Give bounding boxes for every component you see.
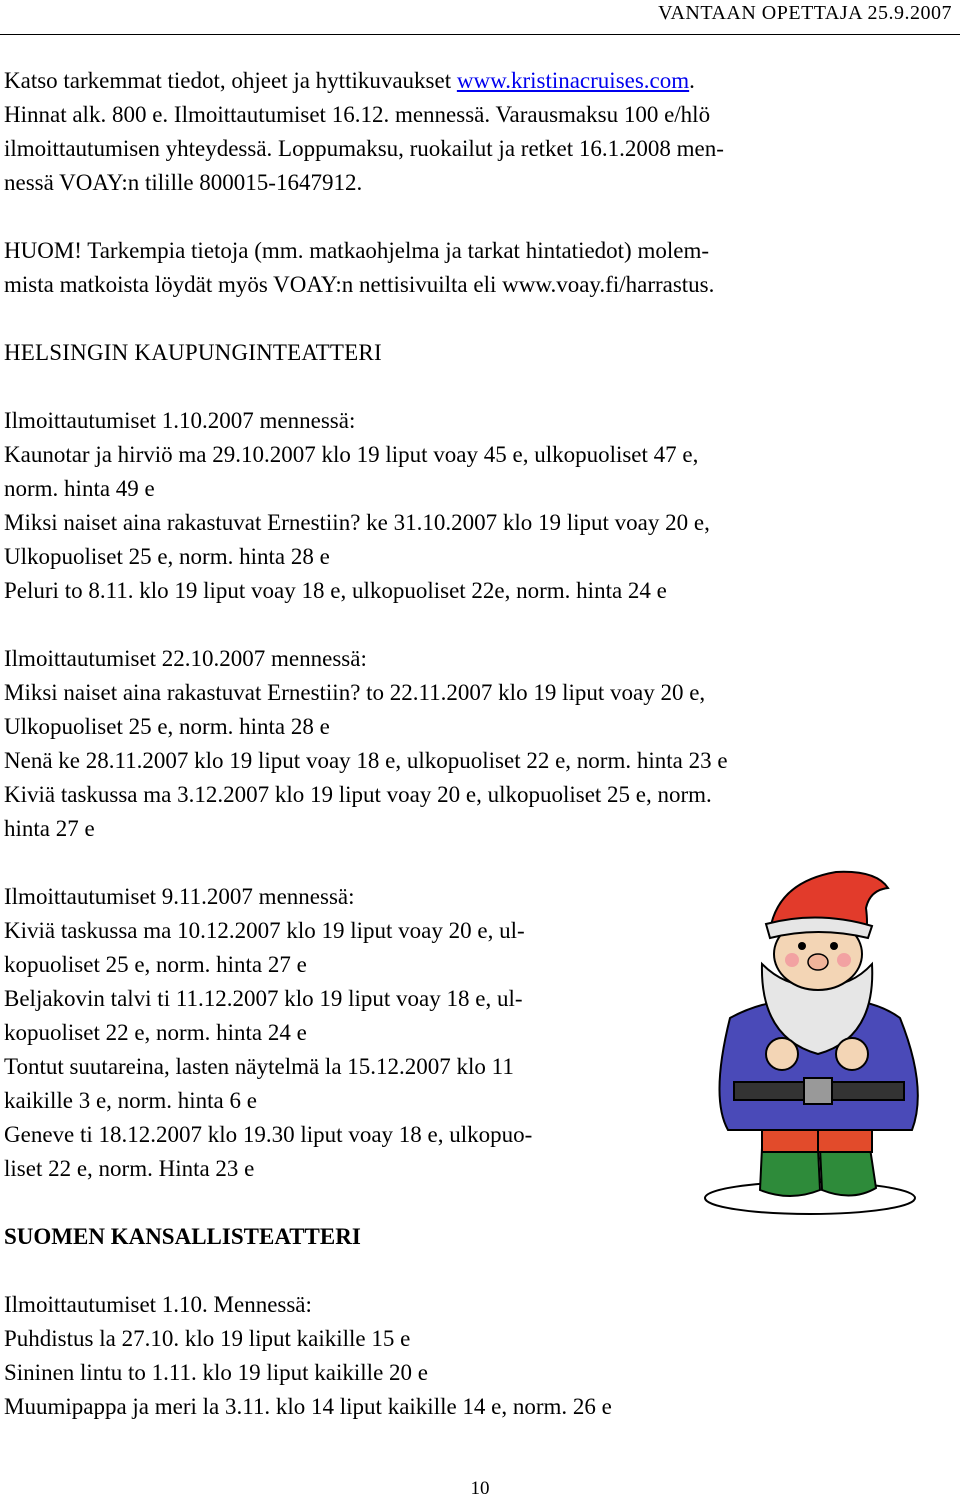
kansallis-line: Puhdistus la 27.10. klo 19 liput kaikille 15 e <box>4 1326 411 1351</box>
article-body <box>4 64 954 1424</box>
kansallis-line: Ilmoittautumiset 1.10. Mennessä: <box>4 1292 312 1317</box>
gnome-illustration <box>700 868 950 1218</box>
running-header: VANTAAN OPETTAJA 25.9.2007 <box>658 2 952 24</box>
helsinki-b1-line: Kaunotar ja hirviö ma 29.10.2007 klo 19 liput voay 45 e, ulkopuoliset 47 e, <box>4 442 699 467</box>
note-line-1: HUOM! Tarkempia tietoja (mm. matkaohjelma ja tarkat hintatiedot) molem- <box>4 238 710 263</box>
helsinki-b1-line: Miksi naiset aina rakastuvat Ernestiin? ke 31.10.2007 klo 19 liput voay 20 e, <box>4 510 710 535</box>
helsinki-block-3 <box>4 880 674 1186</box>
helsinki-b2-line: Ilmoittautumiset 22.10.2007 mennessä: <box>4 646 367 671</box>
intro-line-3: ilmoittautumisen yhteydessä. Loppumaksu, ruokailut ja retket 16.1.2008 men- <box>4 136 724 161</box>
kansallis-line: Muumipappa ja meri la 3.11. klo 14 liput kaikille 14 e, norm. 26 e <box>4 1394 612 1419</box>
helsinki-b2-line: Kiviä taskussa ma 3.12.2007 klo 19 liput voay 20 e, ulkopuoliset 25 e, norm. <box>4 782 712 807</box>
helsinki-b2-line: Ulkopuoliset 25 e, norm. hinta 28 e <box>4 714 330 739</box>
kansallis-line: Sininen lintu to 1.11. klo 19 liput kaikille 20 e <box>4 1360 428 1385</box>
helsinki-b1-line: Ulkopuoliset 25 e, norm. hinta 28 e <box>4 544 330 569</box>
helsinki-b3-line: kopuoliset 25 e, norm. hinta 27 e <box>4 952 307 977</box>
helsinki-b2-line: Nenä ke 28.11.2007 klo 19 liput voay 18 e, ulkopuoliset 22 e, norm. hinta 23 e <box>4 748 728 773</box>
helsinki-b3-line: liset 22 e, norm. Hinta 23 e <box>4 1156 255 1181</box>
helsinki-b3-line: Kiviä taskussa ma 10.12.2007 klo 19 liput voay 20 e, ul- <box>4 918 525 943</box>
kansallis-heading: SUOMEN KANSALLISTEATTERI <box>4 1224 361 1249</box>
helsinki-b3-line: Tontut suutareina, lasten näytelmä la 15.12.2007 klo 11 <box>4 1054 514 1079</box>
intro-line-1 <box>4 64 954 98</box>
intro-line-2: Hinnat alk. 800 e. Ilmoittautumiset 16.12. mennessä. Varausmaksu 100 e/hlö <box>4 102 711 127</box>
helsinki-heading: HELSINGIN KAUPUNGINTEATTERI <box>4 340 382 365</box>
kristina-cruises-link[interactable]: www.kristinacruises.com <box>456 68 690 93</box>
helsinki-b3-line: kaikille 3 e, norm. hinta 6 e <box>4 1088 257 1113</box>
note-line-2: mista matkoista löydät myös VOAY:n nettisivuilta eli www.voay.fi/harrastus. <box>4 272 715 297</box>
helsinki-b3-line: Geneve ti 18.12.2007 klo 19.30 liput voay 18 e, ulkopuo- <box>4 1122 533 1147</box>
intro-period: . <box>689 68 695 93</box>
helsinki-b2-line: Miksi naiset aina rakastuvat Ernestiin? to 22.11.2007 klo 19 liput voay 20 e, <box>4 680 706 705</box>
header-rule <box>0 34 960 35</box>
helsinki-b3-line: Beljakovin talvi ti 11.12.2007 klo 19 liput voay 18 e, ul- <box>4 986 523 1011</box>
helsinki-b1-line: Ilmoittautumiset 1.10.2007 mennessä: <box>4 408 356 433</box>
intro-line-4: nessä VOAY:n tilille 800015-1647912. <box>4 170 363 195</box>
helsinki-b3-line: kopuoliset 22 e, norm. hinta 24 e <box>4 1020 307 1045</box>
helsinki-b1-line: Peluri to 8.11. klo 19 liput voay 18 e, ulkopuoliset 22e, norm. hinta 24 e <box>4 578 667 603</box>
helsinki-b3-line: Ilmoittautumiset 9.11.2007 mennessä: <box>4 884 355 909</box>
intro-text: Katso tarkemmat tiedot, ohjeet ja hyttikuvaukset <box>4 68 457 93</box>
helsinki-b1-line: norm. hinta 49 e <box>4 476 155 501</box>
page-number: 10 <box>470 1478 490 1499</box>
helsinki-b2-line: hinta 27 e <box>4 816 95 841</box>
